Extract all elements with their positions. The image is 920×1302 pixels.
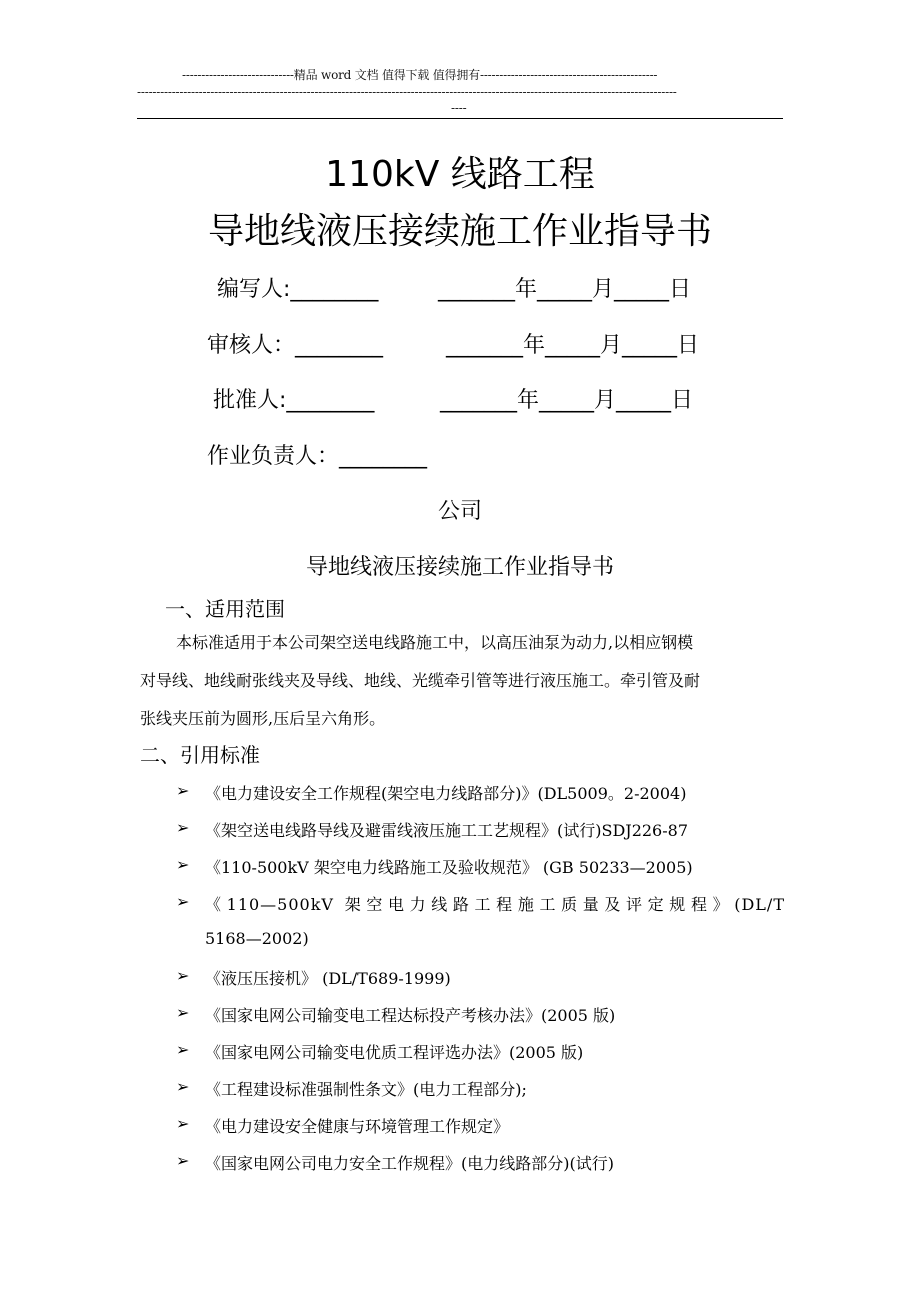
- reference-item: 《工程建设标准强制性条文》(电力工程部分);: [205, 1080, 527, 1099]
- section-1-para-line-2: 对导线、地线耐张线夹及导线、地线、光缆牵引管等进行液压施工。牵引管及耐: [140, 671, 701, 690]
- company-name: 公司: [437, 499, 482, 524]
- bullet-arrow-icon: ➢: [176, 1077, 190, 1096]
- section-1-para-line-3: 张线夹压前为圆形,压后呈六角形。: [140, 709, 386, 728]
- document-title: 导地线液压接续施工作业指导书: [305, 555, 614, 580]
- sign-date-reviewer: _______年_____月_____日: [446, 333, 700, 358]
- bullet-arrow-icon: ➢: [176, 1040, 190, 1059]
- sign-label-reviewer: 审核人：________: [207, 333, 384, 358]
- reference-item: 《110-500kV 架空电力线路施工及验收规范》 (GB 50233—2005): [205, 858, 693, 877]
- bullet-arrow-icon: ➢: [176, 892, 190, 911]
- header-rule: [137, 118, 783, 119]
- bullet-arrow-icon: ➢: [176, 1114, 190, 1133]
- reference-item: 《国家电网公司电力安全工作规程》(电力线路部分)(试行): [205, 1154, 614, 1173]
- bullet-arrow-icon: ➢: [176, 1003, 190, 1022]
- header-line-3: ----: [451, 101, 467, 115]
- section-2-heading: 二、引用标准: [140, 743, 260, 767]
- reference-item: 《国家电网公司输变电优质工程评选办法》(2005 版): [205, 1043, 584, 1062]
- header-line-1: -----------------------------精品 word 文档 值得下载 值得拥有----------------------------------------------: [182, 68, 658, 82]
- reference-item: 《110—500kV 架空电力线路工程施工质量及评定规程》(DL/T: [205, 895, 785, 914]
- section-1-heading: 一、适用范围: [165, 597, 285, 621]
- reference-item: 《液压压接机》 (DL/T689-1999): [205, 969, 451, 988]
- header-line-2: --------------------------------------------------------------------------------------------------------------------------------------------: [137, 85, 677, 99]
- sign-date-writer: _______年_____月_____日: [438, 277, 692, 302]
- sign-label-approver: 批准人:________: [213, 388, 375, 413]
- bullet-arrow-icon: ➢: [176, 1151, 190, 1170]
- title-line-2: 导地线液压接续施工作业指导书: [207, 211, 712, 252]
- bullet-arrow-icon: ➢: [176, 855, 190, 874]
- section-1-para-line-1: 本标准适用于本公司架空送电线路施工中，以高压油泵为动力,以相应钢模: [176, 633, 694, 652]
- bullet-arrow-icon: ➢: [176, 781, 190, 800]
- reference-item: 《电力建设安全健康与环境管理工作规定》: [205, 1117, 510, 1136]
- reference-item: 《电力建设安全工作规程(架空电力线路部分)》(DL5009。2-2004): [205, 784, 687, 803]
- reference-item-continuation: 5168—2002): [205, 929, 309, 948]
- bullet-arrow-icon: ➢: [176, 966, 190, 985]
- sign-label-leader: 作业负责人：________: [207, 444, 428, 469]
- title-line-1: 110kV 线路工程: [325, 154, 595, 195]
- reference-item: 《国家电网公司输变电工程达标投产考核办法》(2005 版): [205, 1006, 616, 1025]
- bullet-arrow-icon: ➢: [176, 818, 190, 837]
- sign-label-writer: 编写人:________: [217, 277, 379, 302]
- sign-date-approver: _______年_____月_____日: [440, 388, 694, 413]
- reference-item: 《架空送电线路导线及避雷线液压施工工艺规程》(试行)SDJ226-87: [205, 821, 688, 840]
